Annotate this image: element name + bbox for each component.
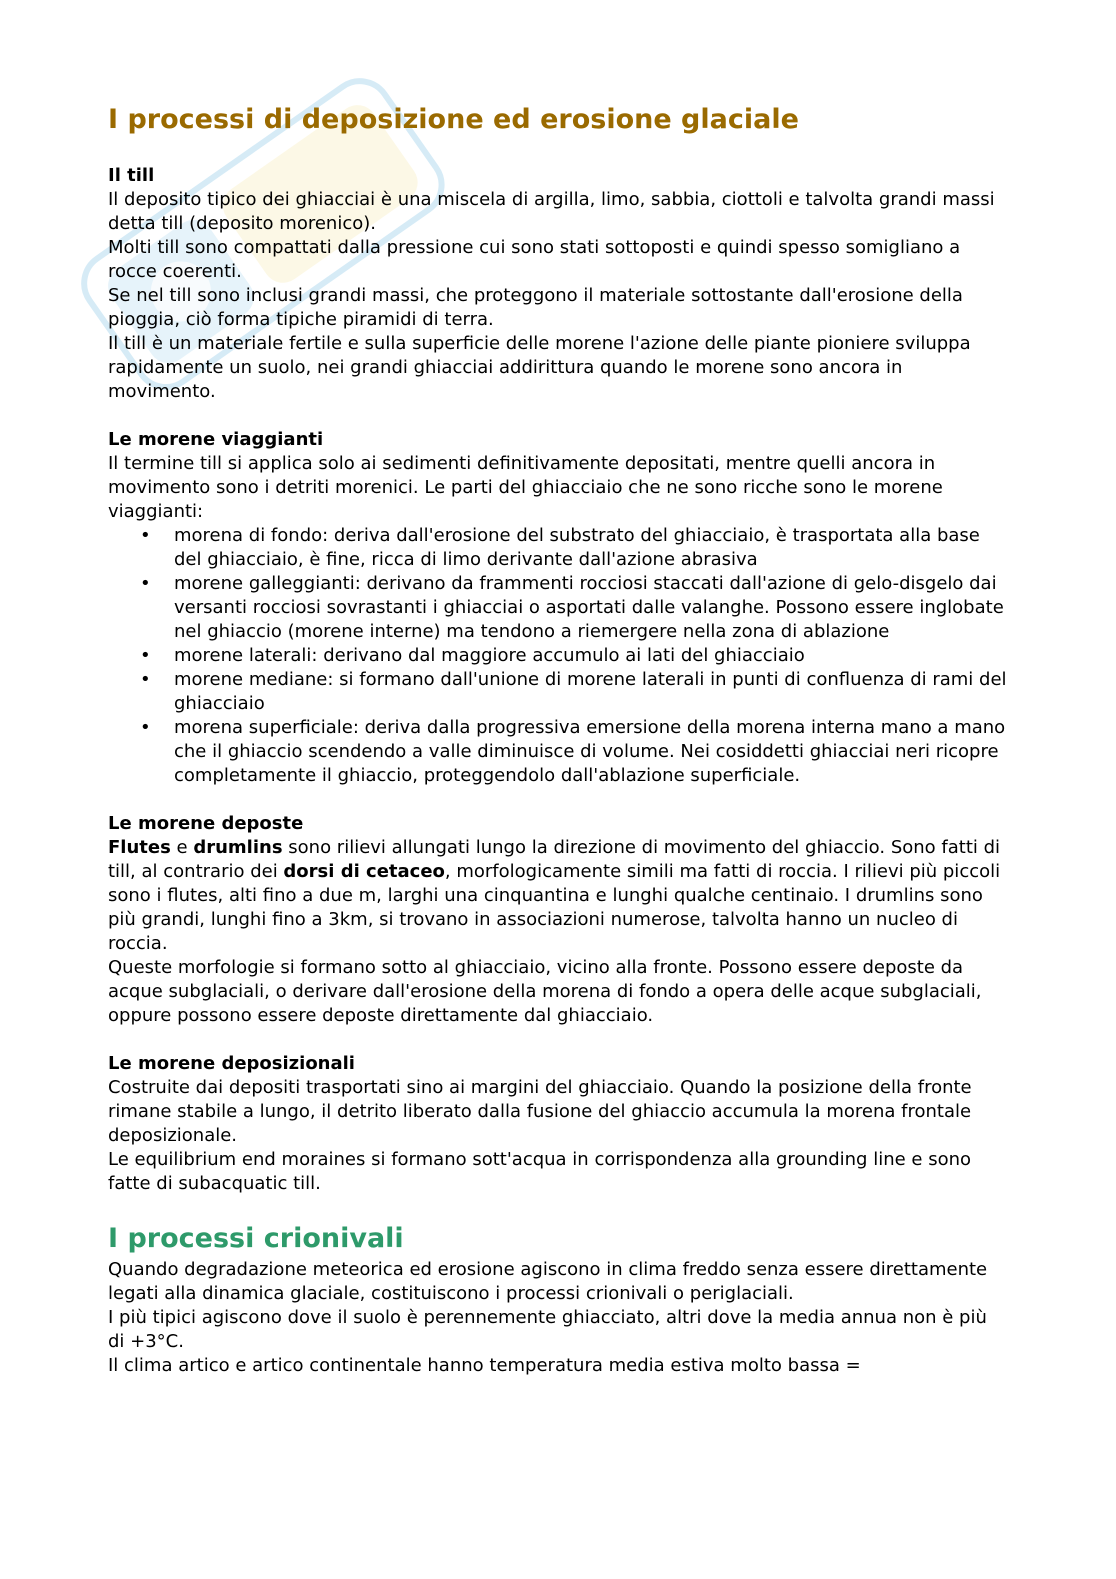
paragraph: Queste morfologie si formano sotto al ghiacciaio, vicino alla fronte. Possono essere deposte da acque subglaciali, o derivare dall'erosione della morena di fondo a opera delle acque subglaciali, oppure possono essere deposte direttamente dal ghiacciaio. bbox=[108, 957, 982, 1026]
paragraph: Costruite dai depositi trasportati sino ai margini del ghiacciaio. Quando la posizione della fronte rimane stabile a lungo, il detrito liberato dalla fusione del ghiaccio accumula la morena frontale deposizionale. bbox=[108, 1077, 972, 1146]
paragraph: Il termine till si applica solo ai sedimenti definitivamente depositati, mentre quelli ancora in movimento sono i detriti morenici. Le parti del ghiacciaio che ne sono ricche sono le morene viaggianti: bbox=[108, 453, 943, 522]
paragraph: Il deposito tipico dei ghiacciai è una miscela di argilla, limo, sabbia, ciottoli e talvolta grandi massi detta till (deposito morenico). bbox=[108, 189, 995, 234]
heading-morene-deposizionali: Le morene deposizionali bbox=[108, 1053, 355, 1074]
section-morene-viaggianti bbox=[108, 428, 1008, 788]
page-title: I processi di deposizione ed erosione glaciale bbox=[108, 104, 799, 135]
paragraph: Molti till sono compattati dalla pressione cui sono stati sottoposti e quindi spesso somigliano a rocce coerenti. bbox=[108, 237, 961, 282]
list-item: • morena superficiale: deriva dalla progressiva emersione della morena interna mano a mano che il ghiaccio scendendo a valle diminuisce di volume. Nei cosiddetti ghiacciai neri ricopre completamente il ghiaccio, proteggendolo dall'ablazione superficiale. bbox=[108, 716, 1008, 788]
section-morene-deposizionali bbox=[108, 1052, 1008, 1196]
section-morene-deposte bbox=[108, 812, 1008, 1028]
text-run: e bbox=[170, 837, 194, 858]
term-dorsi-di-cetaceo: dorsi di cetaceo bbox=[283, 861, 445, 882]
list-item: • morene mediane: si formano dall'unione di morene laterali in punti di confluenza di rami del ghiacciaio bbox=[108, 668, 1008, 716]
list-item: • morena di fondo: deriva dall'erosione del substrato del ghiacciaio, è trasportata alla base del ghiacciaio, è fine, ricca di limo derivante dall'azione abrasiva bbox=[108, 524, 1008, 572]
paragraph: Se nel till sono inclusi grandi massi, che proteggono il materiale sottostante dall'erosione della pioggia, ciò forma tipiche piramidi di terra. bbox=[108, 285, 963, 330]
text-run: sono rilievi allungati lungo la direzione di movimento del ghiaccio. Sono fatti di till, al contrario dei bbox=[108, 837, 1001, 882]
heading-morene-deposte: Le morene deposte bbox=[108, 813, 304, 834]
heading-till: Il till bbox=[108, 165, 155, 186]
term-drumlins: drumlins bbox=[193, 837, 283, 858]
heading-morene-viaggianti: Le morene viaggianti bbox=[108, 429, 324, 450]
document-content bbox=[108, 100, 1008, 1378]
paragraph: Il till è un materiale fertile e sulla superficie delle morene l'azione delle piante pioniere sviluppa rapidamente un suolo, nei grandi ghiacciai addirittura quando le morene sono ancora in movimento. bbox=[108, 333, 971, 402]
paragraph: I più tipici agiscono dove il suolo è perennemente ghiacciato, altri dove la media annua non è più di +3°C. bbox=[108, 1307, 987, 1352]
bullet-list bbox=[108, 524, 1008, 788]
section-till bbox=[108, 164, 1008, 404]
paragraph: Quando degradazione meteorica ed erosione agiscono in clima freddo senza essere direttamente legati alla dinamica glaciale, costituiscono i processi crionivali o periglaciali. bbox=[108, 1259, 988, 1304]
list-item: • morene galleggianti: derivano da frammenti rocciosi staccati dall'azione di gelo-disgelo dai versanti rocciosi sovrastanti i ghiacciai o asportati dalle valanghe. Possono essere inglobate nel ghiaccio (morene interne) ma tendono a riemergere nella zona di ablazione bbox=[108, 572, 1008, 644]
section-processi-crionivali bbox=[108, 1220, 1008, 1378]
paragraph bbox=[108, 836, 1008, 956]
paragraph: Le equilibrium end moraines si formano sott'acqua in corrispondenza alla grounding line e sono fatte di subacquatic till. bbox=[108, 1149, 972, 1194]
paragraph: Il clima artico e artico continentale hanno temperatura media estiva molto bassa = bbox=[108, 1355, 861, 1376]
term-flutes: Flutes bbox=[108, 837, 171, 858]
section-title-crionivali: I processi crionivali bbox=[108, 1223, 404, 1254]
list-item: • morene laterali: derivano dal maggiore accumulo ai lati del ghiacciaio bbox=[108, 644, 1008, 668]
text-run: , morfologicamente simili ma fatti di roccia. I rilievi più piccoli sono i flutes, alti fino a due m, larghi una cinquantina e lunghi qualche centinaio. I drumlins sono più grandi, lunghi fino a 3km, si trovano in associazioni numerose, talvolta hanno un nucleo di roccia. bbox=[108, 861, 1001, 954]
